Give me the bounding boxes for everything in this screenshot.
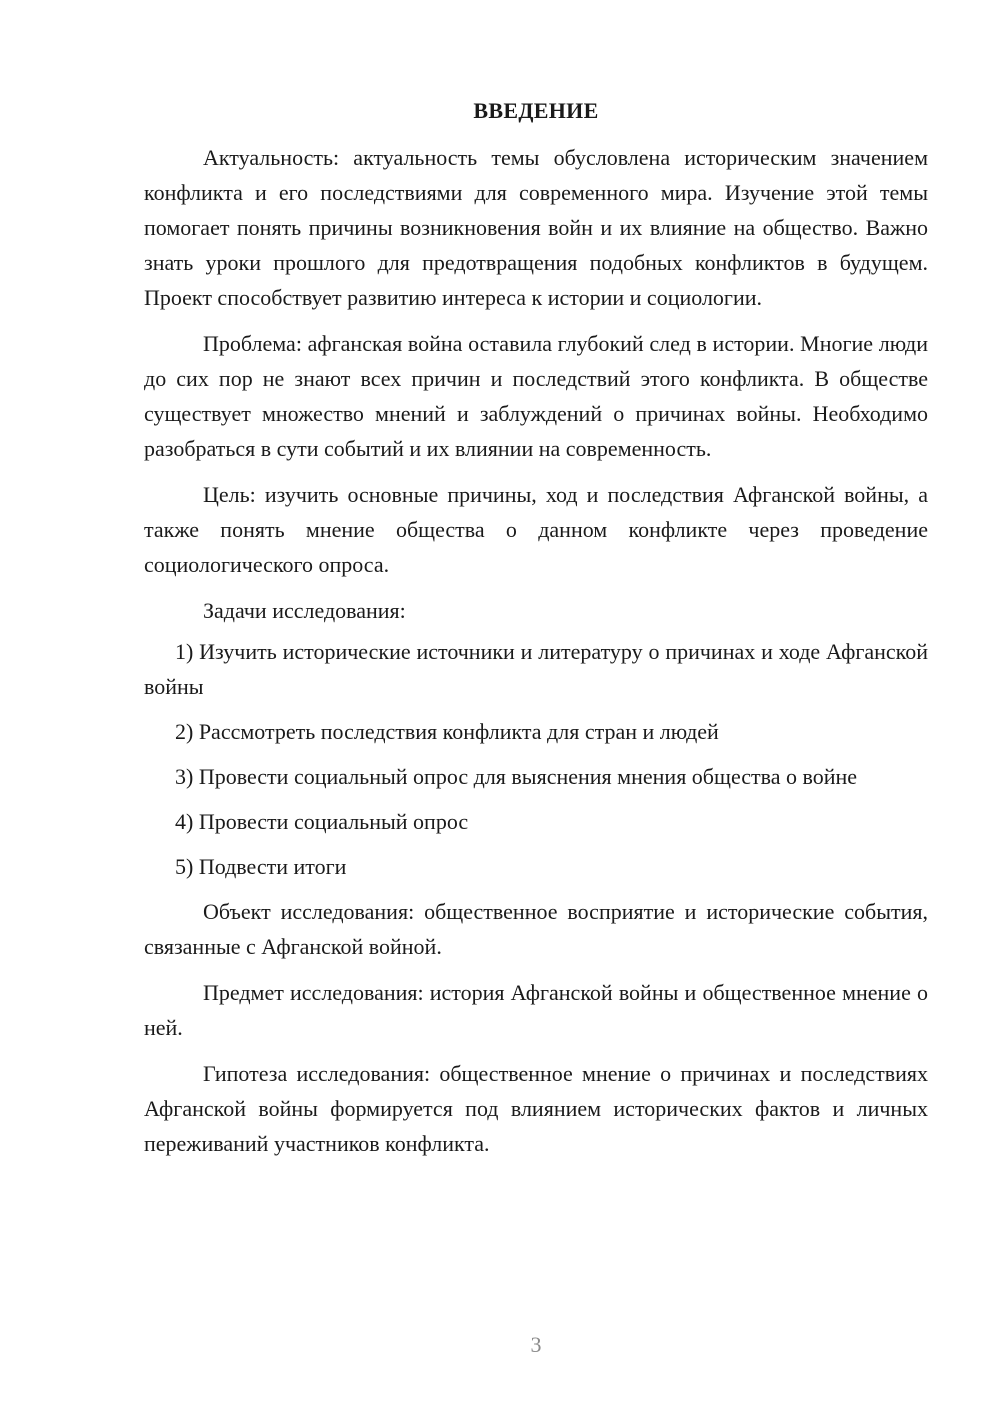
page-number: 3 (530, 1332, 542, 1357)
task-item: 2) Рассмотреть последствия конфликта для стран и людей (175, 719, 719, 744)
object-paragraph: Объект исследования: общественное восприятие и исторические события, связанные с Афганской войной. (144, 899, 928, 959)
task-item: 1) Изучить исторические источники и литературу о причинах и ходе Афганской войны (144, 639, 928, 699)
page-content (144, 96, 928, 1172)
task-item: 5) Подвести итоги (175, 854, 347, 879)
hypothesis-paragraph: Гипотеза исследования: общественное мнение о причинах и последствиях Афганской войны формируется под влиянием исторических фактов и личных переживаний участников конфликта. (144, 1061, 928, 1156)
subject-paragraph: Предмет исследования: история Афганской войны и общественное мнение о ней. (144, 980, 928, 1040)
problem-paragraph: Проблема: афганская война оставила глубокий след в истории. Многие люди до сих пор не знают всех причин и последствий этого конфликта. В обществе существует множество мнений и заблуждений о причинах войны. Необходимо разобраться в сути событий и их влиянии на современность. (144, 331, 928, 461)
page-title: ВВЕДЕНИЕ (473, 98, 599, 123)
task-item: 3) Провести социальный опрос для выяснения мнения общества о войне (175, 764, 858, 789)
tasks-heading: Задачи исследования: (203, 598, 406, 623)
goal-paragraph: Цель: изучить основные причины, ход и последствия Афганской войны, а также понять мнение общества о данном конфликте через проведение социологического опроса. (144, 482, 928, 577)
relevance-paragraph: Актуальность: актуальность темы обусловлена историческим значением конфликта и его последствиями для современного мира. Изучение этой темы помогает понять причины возникновения войн и их влияние на общество. Важно знать уроки прошлого для предотвращения подобных конфликтов в будущем. Проект способствует развитию интереса к истории и социологии. (144, 145, 928, 310)
task-item: 4) Провести социальный опрос (175, 809, 469, 834)
